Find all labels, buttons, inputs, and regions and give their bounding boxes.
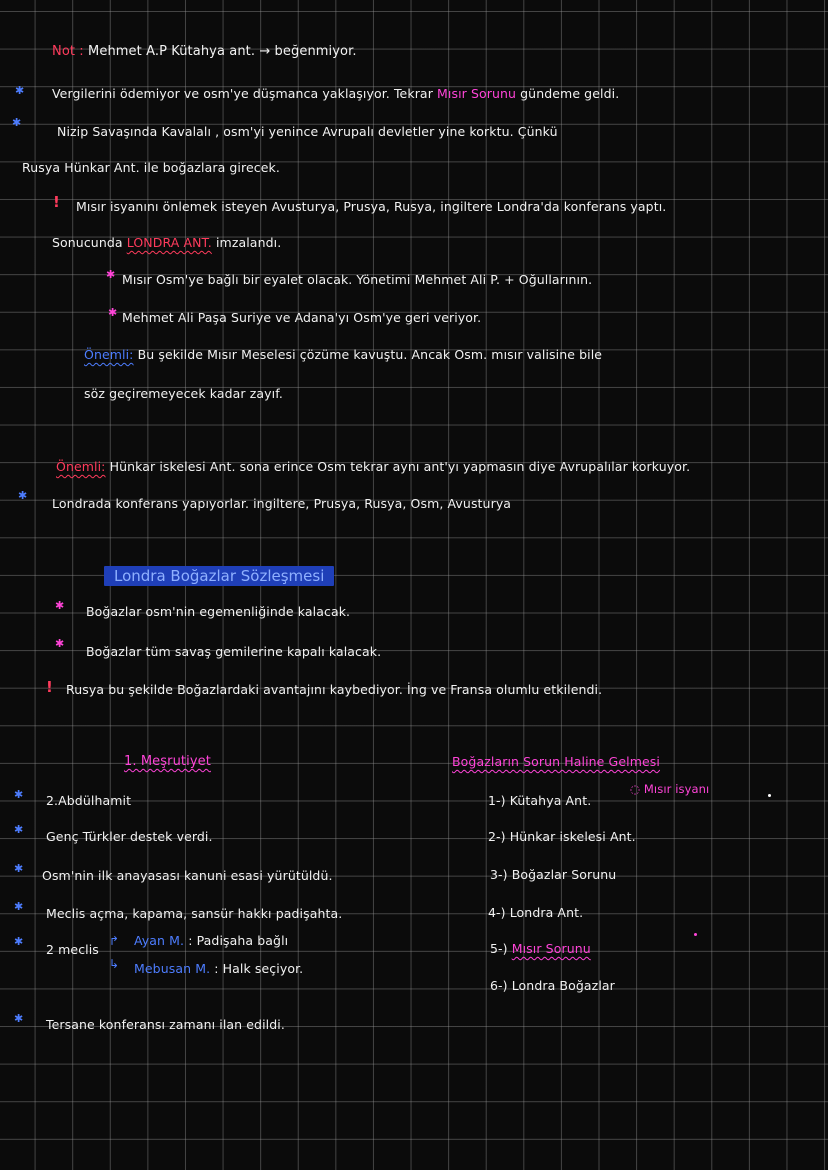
right-column-side-note: ◌ Mısır isyanı [630, 782, 710, 796]
londra-ant-label: LONDRA ANT. [126, 235, 212, 250]
note-label: Not : [52, 44, 84, 59]
text-line-14: Boğazlar tüm savaş gemilerine kapalı kalacak. [86, 644, 382, 659]
right-item-3: 3-) Boğazlar Sorunu [490, 867, 617, 882]
onemli-label: Önemli: [56, 459, 106, 474]
right-column-title: Boğazların Sorun Haline Gelmesi [452, 754, 660, 769]
bullet-star-icon: ✱ [55, 599, 65, 612]
bullet-star-icon: ✱ [14, 788, 24, 801]
right-item-2: 2-) Hünkar iskelesi Ant. [488, 829, 636, 844]
bullet-star-icon: ✱ [14, 1012, 24, 1025]
note-text: Mehmet A.P Kütahya ant. → beğenmiyor. [88, 44, 357, 59]
left-item-1: 2.Abdülhamit [46, 793, 132, 808]
text-line-8: Önemli: Bu şekilde Mısır Meselesi çözüme kavuştu. Ancak Osm. mısır valisine bile [84, 347, 603, 362]
text-line-13: Boğazlar osm'nin egemenliğinde kalacak. [86, 604, 351, 619]
bullet-star-icon: ✱ [108, 306, 118, 319]
highlight-misir-sorunu: Mısır Sorunu [437, 86, 517, 101]
bullet-star-icon: ✱ [12, 116, 22, 129]
misir-sorunu-label: Mısır Sorunu [511, 941, 591, 956]
ayan-meclisi-label: Ayan M. [134, 933, 185, 948]
ayan-meclisi-line: Ayan M. : Padişaha bağlı [134, 933, 289, 948]
text-line-11: Londrada konferans yapıyorlar. ingiltere, Prusya, Rusya, Osm, Avusturya [52, 496, 512, 511]
left-item-4: Meclis açma, kapama, sansür hakkı padişahta. [46, 906, 343, 921]
stray-dot [694, 933, 697, 936]
circle-arrow-icon: ◌ [630, 782, 641, 796]
right-item-1: 1-) Kütahya Ant. [488, 793, 592, 808]
left-item-3: Osm'nin ilk anayasası kanuni esasi yürütüldü. [42, 868, 333, 883]
text-line-7: Mehmet Ali Paşa Suriye ve Adana'yı Osm'ye geri veriyor. [122, 310, 482, 325]
text-line-4: Mısır isyanını önlemek isteyen Avusturya, Prusya, Rusya, ingiltere Londra'da konferans yaptı. [76, 199, 667, 214]
right-item-5: 5-) Mısır Sorunu [490, 941, 591, 956]
text-line-2: Nizip Savaşında Kavalalı , osm'yi yenince Avrupalı devletler yine korktu. Çünkü [57, 124, 558, 139]
exclamation-icon: ! [53, 193, 60, 211]
bullet-star-icon: ✱ [18, 489, 28, 502]
text-line-6: Mısır Osm'ye bağlı bir eyalet olacak. Yönetimi Mehmet Ali P. + Oğullarının. [122, 272, 593, 287]
arrow-down-right-icon: ↳ [109, 957, 120, 971]
bullet-star-icon: ✱ [14, 935, 24, 948]
text-line-1: Vergilerini ödemiyor ve osm'ye düşmanca yaklaşıyor. Tekrar Mısır Sorunu gündeme geldi. [52, 86, 620, 101]
text-line-3: Rusya Hünkar Ant. ile boğazlara girecek. [22, 160, 280, 175]
stray-dot [768, 794, 771, 797]
bullet-star-icon: ✱ [55, 637, 65, 650]
text-line-15: Rusya bu şekilde Boğazlardaki avantajını kaybediyor. İng ve Fransa olumlu etkilendi. [66, 682, 603, 697]
meclis-label: 2 meclis [46, 942, 99, 957]
mebusan-meclisi-label: Mebusan M. [134, 961, 211, 976]
bullet-star-icon: ✱ [14, 862, 24, 875]
text-line-5: Sonucunda LONDRA ANT. imzalandı. [52, 235, 282, 250]
note-line [52, 44, 357, 59]
left-item-2: Genç Türkler destek verdi. [46, 829, 213, 844]
section-heading-highlight: Londra Boğazlar Sözleşmesi [104, 566, 334, 586]
text-line-9: söz geçiremeyecek kadar zayıf. [84, 386, 283, 401]
bullet-star-icon: ✱ [14, 823, 24, 836]
bullet-star-icon: ✱ [14, 900, 24, 913]
exclamation-icon: ! [46, 678, 53, 696]
right-item-4: 4-) Londra Ant. [488, 905, 584, 920]
onemli-label: Önemli: [84, 347, 134, 362]
bullet-star-icon: ✱ [106, 268, 116, 281]
right-item-6: 6-) Londra Boğazlar [490, 978, 615, 993]
bullet-star-icon: ✱ [15, 84, 25, 97]
text-line-10: Önemli: Hünkar iskelesi Ant. sona erince Osm tekrar aynı ant'yı yapmasın diye Avrupalılar korkuyor. [56, 459, 691, 474]
left-item-last: Tersane konferansı zamanı ilan edildi. [46, 1017, 285, 1032]
arrow-up-right-icon: ↱ [109, 934, 120, 948]
mebusan-meclisi-line: Mebusan M. : Halk seçiyor. [134, 961, 304, 976]
left-column-title: 1. Meşrutiyet [124, 754, 211, 769]
